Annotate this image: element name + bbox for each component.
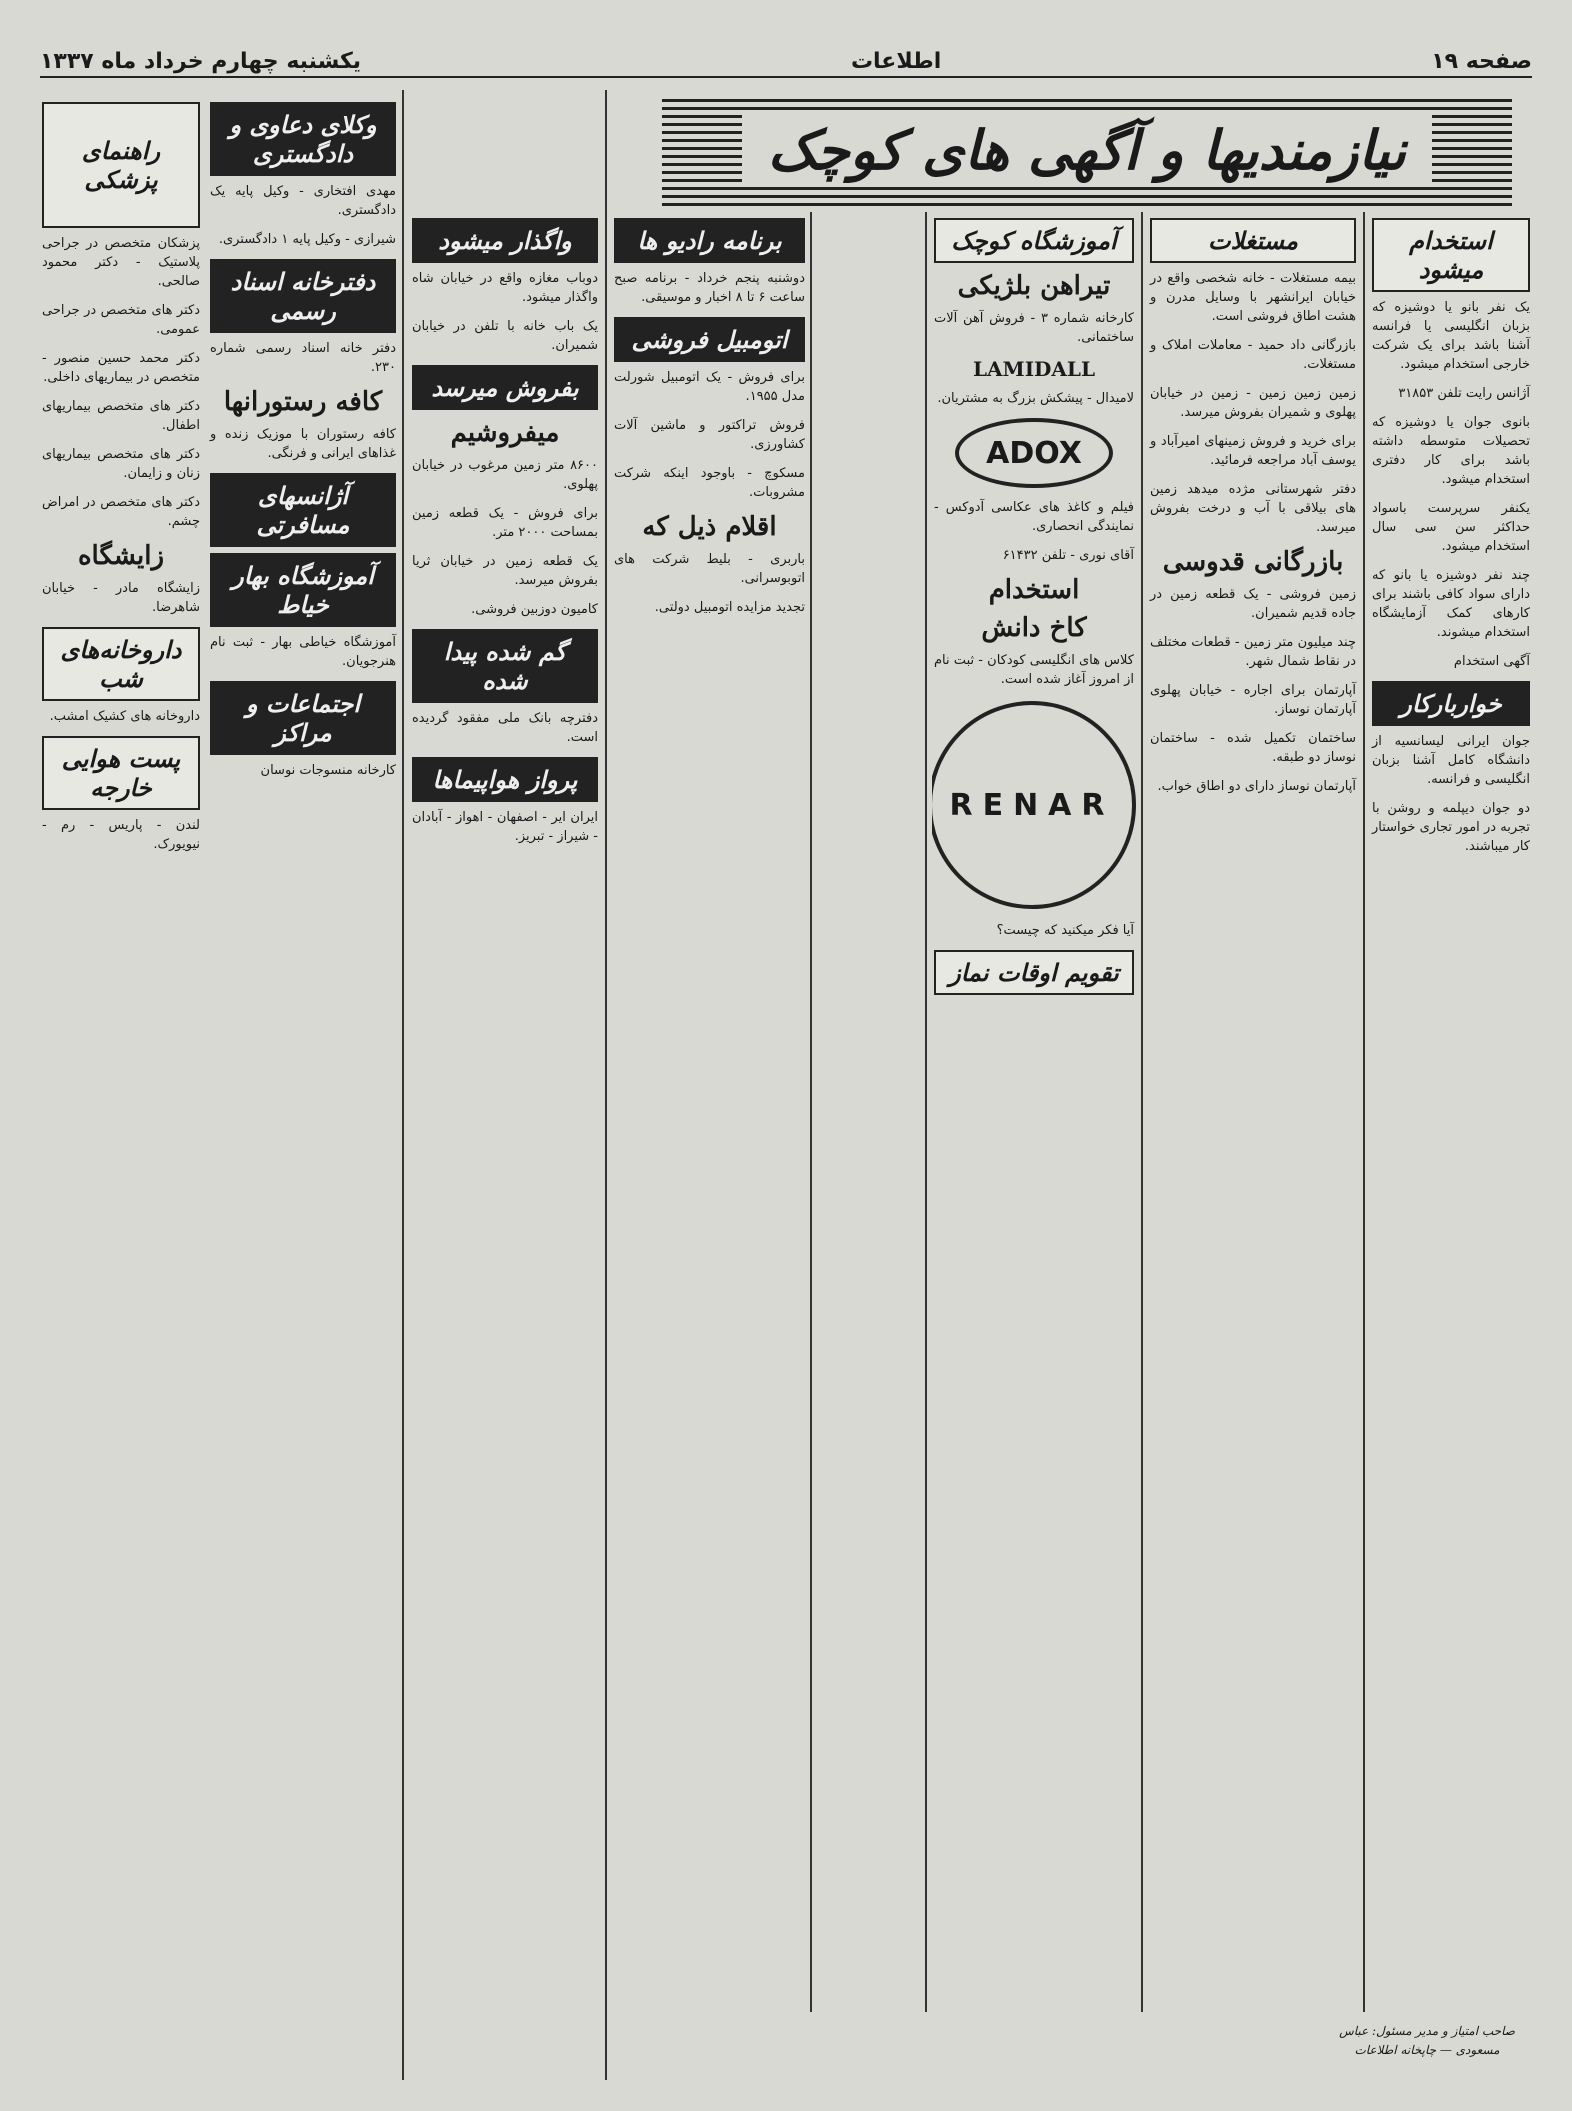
section-heading: اتومبیل فروشی [614, 317, 805, 362]
banner-title: نیازمندیها و آگهی های کوچک [742, 114, 1432, 186]
classified-ad: زمین زمین زمین - زمین در خیابان پهلوی و شمیران بفروش میرسد. [1150, 386, 1356, 420]
classified-ad: ساختمان تکمیل شده - ساختمان نوساز دو طبقه. [1150, 731, 1356, 765]
section-heading: بفروش میرسد [412, 365, 598, 410]
brand-name: بازرگانی قدوسی [1162, 547, 1344, 577]
column-transfer [410, 212, 600, 2012]
section-heading: آموزشگاه بهار خیاط [210, 553, 396, 627]
column-medical [40, 96, 202, 2076]
brand-name: تیراهن بلژیکی [957, 271, 1111, 301]
classified-ad: دوشنبه پنجم خرداد - برنامه صبح ساعت ۶ تا ۸ اخبار و موسیقی. [614, 271, 805, 305]
section-heading: آموزشگاه کوچک [934, 218, 1134, 263]
section-heading: کافه رستورانها [223, 387, 383, 417]
classified-ad: دکتر های متخصص بیماریهای اطفال. [42, 399, 200, 433]
section-heading: زایشگاه [77, 541, 165, 571]
classified-ad: چند میلیون متر زمین - قطعات مختلف در نقاط شمال شهر. [1150, 635, 1356, 669]
classified-ad: لندن - پاریس - رم - نیویورک. [42, 818, 200, 852]
page-header [40, 46, 1532, 78]
section-heading: پرواز هواپیماها [412, 757, 598, 802]
classified-ad: پزشکان متخصص در جراحی پلاستیک - دکتر محمود صالحی. [42, 236, 200, 289]
column-rule [925, 212, 927, 2012]
classified-ad: جوان ایرانی لیسانسیه از دانشگاه کامل آشنا بزبان انگلیسی و فرانسه. [1372, 734, 1530, 787]
brand-name: میفروشیم [450, 418, 560, 448]
classified-ad: آژانس رایت تلفن ۳۱۸۵۳ [1398, 386, 1530, 401]
classified-ad: تجدید مزایده اتومبیل دولتی. [654, 600, 805, 615]
section-heading: آژانسهای مسافرتی [210, 473, 396, 547]
column-rule [810, 212, 812, 2012]
column-real-estate [1148, 212, 1358, 2012]
classified-ad: داروخانه های کشیک امشب. [49, 709, 200, 724]
classified-ad: یک قطعه زمین در خیابان ثریا بفروش میرسد. [412, 554, 598, 588]
column-small-ads [932, 212, 1136, 2012]
classified-ad: دوباب مغازه واقع در خیابان شاه واگذار میشود. [412, 271, 598, 305]
section-heading: برنامه رادیو ها [614, 218, 805, 263]
classified-ad: ۸۶۰۰ متر زمین مرغوب در خیابان پهلوی. [412, 458, 598, 492]
column-rule [1141, 212, 1143, 2012]
classified-ad: فروش تراکتور و ماشین آلات کشاورزی. [614, 418, 805, 452]
section-heading: اقلام ذیل که [642, 512, 777, 542]
section-heading: داروخانه‌های شب [42, 627, 200, 701]
classified-ad: مهدی افتخاری - وکیل پایه یک دادگستری. [210, 184, 396, 218]
column-employment [1370, 212, 1532, 2012]
page-number: صفحه ۱۹ [1431, 48, 1532, 74]
publisher-note: صاحب امتیاز و مدیر مسئول: عباس مسعودی — چاپخانه اطلاعات [1339, 2024, 1515, 2057]
classified-ad: یک باب خانه با تلفن در خیابان شمیران. [412, 319, 598, 353]
classified-ad: دفتر خانه اسناد رسمی شماره ۲۳۰. [210, 341, 396, 375]
classified-ad: آپارتمان نوساز دارای دو اطاق خواب. [1157, 779, 1356, 794]
section-heading: پست هوایی خارجه [42, 736, 200, 810]
classified-ad: زایشگاه مادر - خیابان شاهرضا. [42, 581, 200, 615]
classified-ad: ایران ایر - اصفهان - اهواز - آبادان - شیراز - تبریز. [412, 810, 598, 844]
classified-ad: دکتر های متخصص در امراض چشم. [42, 495, 200, 529]
section-heading: خواربارکار [1372, 681, 1530, 726]
section-heading: اجتماعات و مراکز [210, 681, 396, 755]
section-heading: مستغلات [1150, 218, 1356, 263]
column-rule [605, 90, 607, 2080]
paper-name: اطلاعات [850, 48, 942, 74]
classified-ad: شیرازی - وکیل پایه ۱ دادگستری. [218, 232, 396, 247]
classified-ad: کارخانه منسوجات نوسان [260, 763, 396, 778]
classified-ad: کامیون دوزبین فروشی. [471, 602, 598, 617]
classified-ad: لامیدال - پیشکش بزرگ به مشتریان. [937, 391, 1134, 406]
section-heading: راهنمای پزشکی [42, 102, 200, 228]
classified-ad: بیمه مستغلات - خانه شخصی واقع در خیابان ایرانشهر با وسایل مدرن و هشت اطاق فروشی است. [1150, 271, 1356, 324]
classified-ad: آقای نوری - تلفن ۶۱۴۳۲ [1002, 548, 1134, 563]
classified-ad: آیا فکر میکنید که چیست؟ [996, 923, 1134, 938]
classified-ad: دفترچه بانک ملی مفقود گردیده است. [412, 711, 598, 745]
classifieds-banner [662, 94, 1512, 206]
classified-ad: دکتر محمد حسین منصور - متخصص در بیماریهای داخلی. [42, 351, 200, 385]
classified-ad: زمین فروشی - یک قطعه زمین در جاده قدیم شمیران. [1150, 587, 1356, 621]
classified-ad: دکتر های متخصص در جراحی عمومی. [42, 303, 200, 337]
section-heading: تقویم اوقات نماز [934, 950, 1134, 995]
classified-ad: دفتر شهرستانی مژده میدهد زمین های بیلاقی با آب و درخت بفروش میرسد. [1150, 482, 1356, 535]
section-heading: گم شده پیدا شده [412, 629, 598, 703]
classified-ad: باربری - بلیط شرکت های اتوبوسرانی. [614, 552, 805, 586]
section-heading: دفترخانه اسناد رسمی [210, 259, 396, 333]
column-rule [1363, 212, 1365, 2012]
classified-ad: برای فروش - یک اتومبیل شورلت مدل ۱۹۵۵. [614, 370, 805, 404]
classified-ad: دو جوان دیپلمه و روشن با تجربه در امور تجاری خواستار کار میباشند. [1372, 801, 1530, 854]
brand-name: کاخ دانش [981, 613, 1087, 643]
emblem-circle: RENAR [932, 701, 1136, 909]
classified-ad: بازرگانی داد حمید - معاملات املاک و مستغلات. [1150, 338, 1356, 372]
classified-ad: برای خرید و فروش زمینهای امیرآباد و یوسف آباد مراجعه فرمائید. [1150, 434, 1356, 468]
classified-ad: آپارتمان برای اجاره - خیابان پهلوی آپارتمان نوساز. [1150, 683, 1356, 717]
adox-logo: ADOX [955, 418, 1113, 488]
column-rule [402, 90, 404, 2080]
classified-ad: فیلم و کاغذ های عکاسی آدوکس - نمایندگی انحصاری. [934, 500, 1134, 534]
issue-date: یکشنبه چهارم خرداد ماه ۱۳۳۷ [40, 48, 362, 74]
column-radio [612, 212, 807, 2012]
column-lawyers [208, 96, 398, 2076]
classified-ad: کلاس های انگلیسی کودکان - ثبت نام از امروز آغاز شده است. [934, 653, 1134, 687]
classified-ad: برای فروش - یک قطعه زمین بمساحت ۲۰۰۰ متر. [412, 506, 598, 540]
classified-ad: کافه رستوران با موزیک زنده و غذاهای ایرانی و فرنگی. [210, 427, 396, 461]
classified-ad: کارخانه شماره ۳ - فروش آهن آلات ساختمانی. [934, 311, 1134, 345]
section-heading: استخدام [988, 575, 1080, 605]
classified-ad: آموزشگاه خیاطی بهار - ثبت نام هنرجویان. [210, 635, 396, 669]
section-heading: استخدام میشود [1372, 218, 1530, 292]
section-heading: وکلای دعاوی و دادگستری [210, 102, 396, 176]
section-heading: واگذار میشود [412, 218, 598, 263]
classified-ad: چند نفر دوشیزه یا بانو که دارای سواد کافی باشند برای کارهای کمک آزمایشگاه استخدام میشوند. [1372, 568, 1530, 640]
classified-ad: یکنفر سرپرست باسواد حداکثر سن سی سال استخدام میشود. [1372, 501, 1530, 554]
classified-ad: آگهی استخدام [1453, 654, 1530, 669]
classified-ad: دکتر های متخصص بیماریهای زنان و زایمان. [42, 447, 200, 481]
classified-ad: یک نفر بانو یا دوشیزه که بزبان انگلیسی یا فرانسه آشنا باشد برای یک شرکت خارجی استخدام میشود. [1372, 300, 1530, 372]
classified-ad: مسکوچ - باوجود اینکه شرکت مشروبات. [614, 466, 805, 500]
brand-name: LAMIDALL [972, 357, 1096, 381]
classified-ad: بانوی جوان یا دوشیزه که تحصیلات متوسطه داشته باشد برای کار دفتری استخدام میشود. [1372, 415, 1530, 487]
